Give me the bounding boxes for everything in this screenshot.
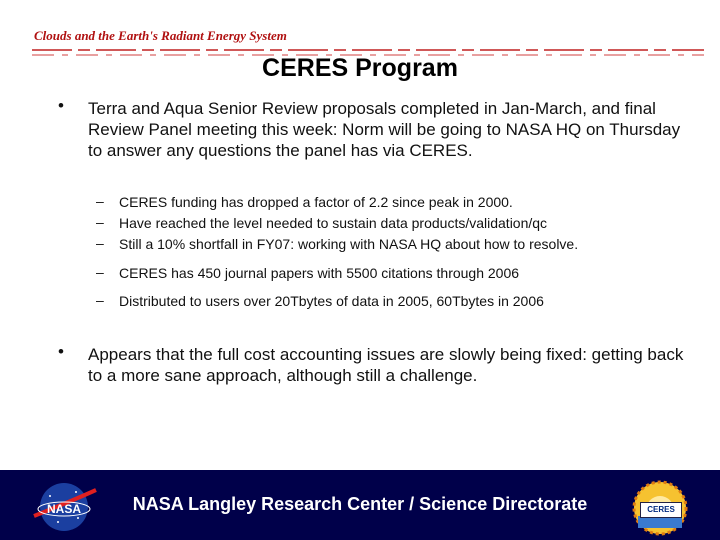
bullet-marker: • [58, 96, 64, 115]
nasa-logo-text: NASA [46, 502, 82, 516]
dash-marker: – [96, 214, 104, 230]
sub-item: CERES funding has dropped a factor of 2.2 since peak in 2000. [119, 194, 513, 210]
bullet-text: Terra and Aqua Senior Review proposals completed in Jan-March, and final Review Panel meeting this week: Norm will be going to NASA HQ on Thursday to answer any questions the panel has via CERES. [88, 99, 681, 160]
sub-item: Still a 10% shortfall in FY07: working with NASA HQ about how to resolve. [119, 236, 579, 252]
sub-item: CERES has 450 journal papers with 5500 citations through 2006 [119, 265, 520, 281]
sub-item: Distributed to users over 20Tbytes of data in 2005, 60Tbytes in 2006 [119, 293, 544, 309]
slide-title: CERES Program [262, 54, 458, 82]
dash-marker: – [96, 264, 104, 280]
footer-text: NASA Langley Research Center / Science Directorate [132, 494, 588, 514]
dash-marker: – [96, 235, 104, 251]
bullet-marker: • [58, 342, 64, 361]
ceres-logo-label: CERES [640, 502, 682, 518]
dash-marker: – [96, 292, 104, 308]
sub-item: Have reached the level needed to sustain data products/validation/qc [119, 215, 548, 231]
bullet-text: Appears that the full cost accounting issues are slowly being fixed: getting back to a more sane approach, although still a challenge. [88, 345, 684, 385]
header-title: Clouds and the Earth's Radiant Energy System [34, 28, 287, 43]
dash-marker: – [96, 193, 104, 209]
